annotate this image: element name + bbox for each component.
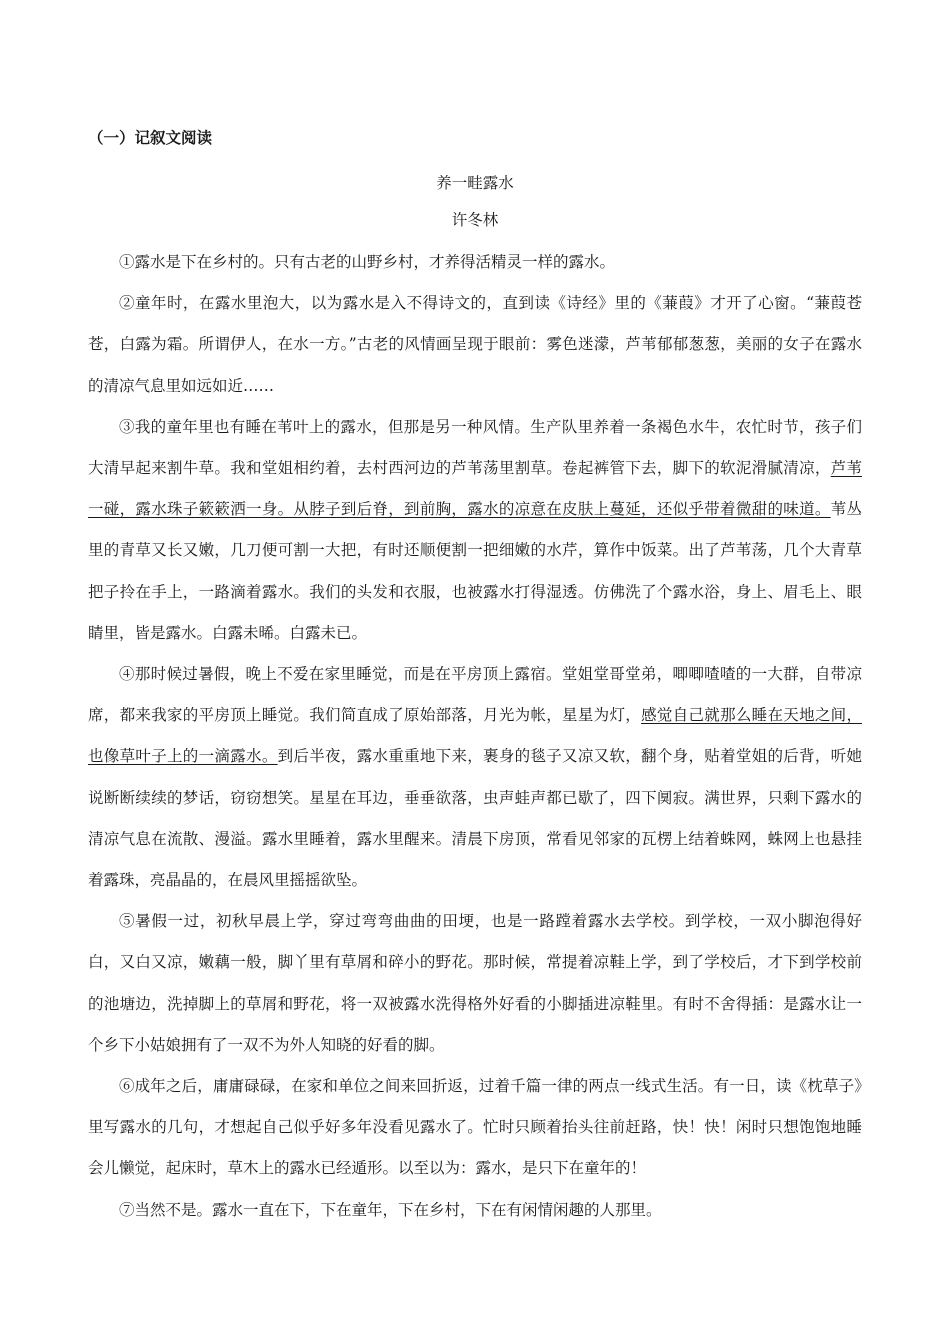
article-author: 许冬林 <box>451 211 499 229</box>
article-body <box>88 242 862 1231</box>
paragraph-text: ⑤暑假一过，初秋早晨上学，穿过弯弯曲曲的田埂，也是一路蹚着露水去学校。到学校，一双小脚泡得好白，又白又凉，嫩藕一般，脚丫里有草屑和碎小的野花。那时候，常提着凉鞋上学，到了学校后，才下到学校前的池塘边，洗掉脚上的草屑和野花，将一双被露水洗得格外好看的小脚插进凉鞋里。有时不舍得插：是露水让一个乡下小姑娘拥有了一双不为外人知晓的好看的脚。 <box>88 912 862 1054</box>
paragraph-text: ①露水是下在乡村的。只有古老的山野乡村，才养得活精灵一样的露水。 <box>119 253 616 271</box>
paragraph-text: 苇丛里的青草又长又嫩，几刀便可割一大把，有时还顺便割一把细嫩的水芹，算作中饭菜。出了芦苇荡，几个大青草把子拎在手上，一路滴着露水。我们的头发和衣服，也被露水打得湿透。仿佛洗了个露水浴，身上、眉毛上、眼睛里，皆是露水。白露未晞。白露未已。 <box>88 500 862 642</box>
article-title: 养一畦露水 <box>436 174 514 192</box>
paragraph-text: ④那时候过暑假，晚上不爱在家里睡觉，而是在平房顶上露宿。堂姐堂哥堂弟，唧唧喳喳的一大群，自带凉席，都来我家的平房顶上睡觉。我们简直成了原始部落，月光为帐，星星为灯， <box>88 665 862 725</box>
paragraph-5 <box>88 901 862 1066</box>
paragraph-4 <box>88 654 862 901</box>
paragraph-text: ③我的童年里也有睡在苇叶上的露水，但那是另一种风情。生产队里养着一条褐色水牛，农忙时节，孩子们大清早起来割牛草。我和堂姐相约着，去村西河边的芦苇荡里割草。卷起裤管下去，脚下的软泥滑腻清凉， <box>88 417 862 478</box>
paragraph-2 <box>88 283 862 407</box>
paragraph-6 <box>88 1066 862 1190</box>
paragraph-3 <box>88 407 862 654</box>
underlined-sentence: 感觉自己就那么睡在天地之间，也像草叶子上的一滴露水。 <box>88 706 862 766</box>
section-heading: （一）记叙文阅读 <box>88 129 213 147</box>
paragraph-7 <box>88 1190 862 1231</box>
paragraph-text: ②童年时，在露水里泡大，以为露水是入不得诗文的，直到读《诗经》里的《蒹葭》才开了心窗。“蒹葭苍苍，白露为霜。所谓伊人，在水一方。”古老的风情画呈现于眼前：雾色迷濛，芦苇郁郁葱葱，美丽的女子在露水的清凉气息里如远如近…… <box>88 294 862 395</box>
paragraph-text: ⑥成年之后，庸庸碌碌，在家和单位之间来回折返，过着千篇一律的两点一线式生活。有一日，读《枕草子》里写露水的几句，才想起自己似乎好多年没看见露水了。忙时只顾着抬头往前赶路，快！快！闲时只想饱饱地睡会儿懒觉，起床时，草木上的露水已经遁形。以至以为：露水，是只下在童年的！ <box>88 1077 862 1178</box>
paragraph-1 <box>88 242 862 283</box>
paragraph-text: 到后半夜，露水重重地下来，裹身的毯子又凉又软，翻个身，贴着堂姐的后背，听她说断断续续的梦话，窃窃想笑。星星在耳边，垂垂欲落，虫声蛙声都已歇了，四下阒寂。满世界，只剩下露水的清凉气息在流散、漫溢。露水里睡着，露水里醒来。清晨下房顶，常看见邻家的瓦楞上结着蛛网，蛛网上也悬挂着露珠，亮晶晶的，在晨风里摇摇欲坠。 <box>88 747 862 890</box>
paragraph-text: ⑦当然不是。露水一直在下，下在童年，下在乡村，下在有闲情闲趣的人那里。 <box>119 1200 662 1219</box>
underlined-sentence: 芦苇一碰，露水珠子簌簌洒一身。从脖子到后脊，到前胸，露水的凉意在皮肤上蔓延，还似乎带着微甜的味道。 <box>88 459 862 519</box>
